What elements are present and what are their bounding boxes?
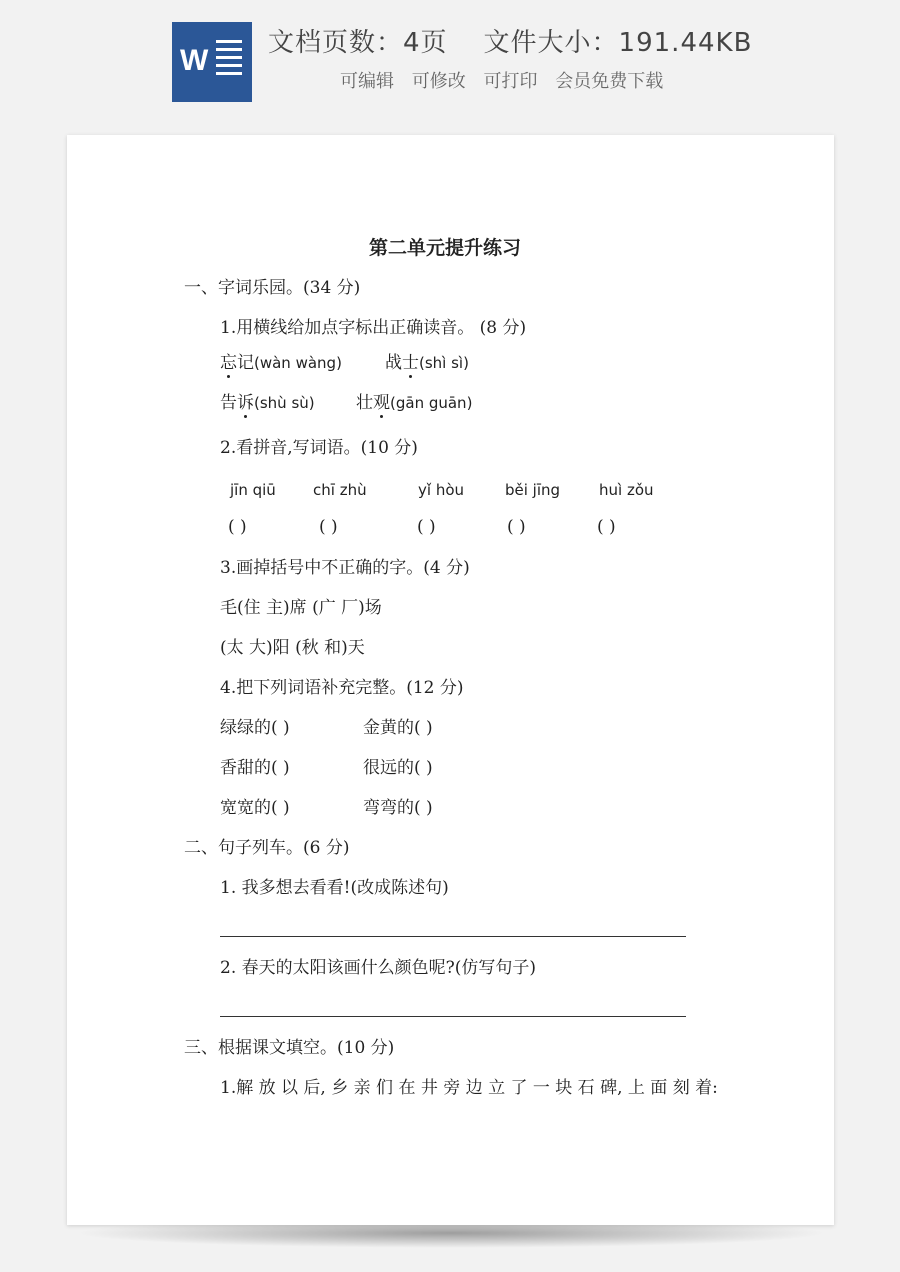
pinyin-4: běi jīng — [505, 481, 561, 499]
q1-item-gaosu — [220, 393, 315, 413]
q1-item-wangji — [220, 353, 342, 373]
section-2-heading: 二、句子列车。(6 分) — [184, 838, 350, 858]
pinyin-1: jīn qiū — [230, 481, 276, 499]
q1-pinyin-3: (shù sù) — [254, 394, 315, 412]
question-3-1: 1.解 放 以 后, 乡 亲 们 在 井 旁 边 立 了 一 块 石 碑, 上 面 刻 着: — [220, 1078, 718, 1098]
question-1-1: 1.用横线给加点字标出正确读音。 (8 分) — [220, 318, 527, 338]
document-page — [67, 135, 834, 1225]
question-2-2: 2. 春天的太阳该画什么颜色呢?(仿写句子) — [220, 958, 537, 978]
q1-word-4: 壮观 — [356, 393, 390, 413]
q4-item-6: 弯弯的( ) — [363, 798, 433, 818]
answer-blank-3[interactable]: ( ) — [417, 517, 436, 537]
file-size: 文件大小：191.44KB — [483, 28, 753, 58]
q1-word-2: 战士 — [385, 353, 419, 373]
question-1-4: 4.把下列词语补充完整。(12 分) — [220, 678, 464, 698]
doc-title: 第二单元提升练习 — [369, 237, 522, 259]
feature-editable: 可编辑 — [340, 71, 394, 92]
q1-pinyin-2: (shì sì) — [419, 354, 469, 372]
pinyin-5: huì zǒu — [599, 481, 654, 499]
feature-list — [340, 67, 675, 93]
word-icon — [172, 22, 252, 102]
section-3-heading: 三、根据课文填空。(10 分) — [184, 1038, 395, 1058]
q1-item-zhuangguan — [356, 393, 472, 413]
question-2-1: 1. 我多想去看看!(改成陈述句) — [220, 878, 449, 898]
answer-blank-1[interactable]: ( ) — [228, 517, 247, 537]
q4-item-1: 绿绿的( ) — [220, 718, 290, 738]
question-1-2: 2.看拼音,写词语。(10 分) — [220, 438, 418, 458]
q1-pinyin-1: (wàn wàng) — [254, 354, 342, 372]
feature-printable: 可打印 — [483, 71, 538, 92]
file-info — [268, 22, 752, 59]
answer-line-1[interactable] — [220, 936, 686, 937]
q3-line-1: 毛(住 主)席 (广 厂)场 — [220, 598, 382, 618]
section-1-heading: 一、字词乐园。(34 分) — [184, 278, 361, 298]
answer-blank-4[interactable]: ( ) — [507, 517, 526, 537]
answer-blank-2[interactable]: ( ) — [319, 517, 338, 537]
answer-line-2[interactable] — [220, 1016, 686, 1017]
q4-item-3: 香甜的( ) — [220, 758, 290, 778]
download-header — [0, 0, 900, 130]
q4-item-5: 宽宽的( ) — [220, 798, 290, 818]
q1-word-3: 告诉 — [220, 393, 254, 413]
q1-item-zhanshi — [385, 353, 469, 373]
q4-item-2: 金黄的( ) — [363, 718, 433, 738]
q1-pinyin-4: (gān guān) — [390, 394, 473, 412]
page-count: 文档页数：4页 — [268, 28, 448, 58]
word-icon-lines — [216, 40, 242, 84]
q1-word-1: 忘记 — [220, 353, 254, 373]
pinyin-3: yǐ hòu — [418, 481, 465, 499]
pinyin-2: chī zhù — [313, 481, 367, 499]
q3-line-2: (太 大)阳 (秋 和)天 — [220, 638, 365, 658]
q4-item-4: 很远的( ) — [363, 758, 433, 778]
feature-modifiable: 可修改 — [411, 71, 466, 92]
word-icon-letter: W — [180, 44, 209, 77]
answer-blank-5[interactable]: ( ) — [597, 517, 616, 537]
feature-free-download: 会员免费下载 — [555, 71, 664, 92]
question-1-3: 3.画掉括号中不正确的字。(4 分) — [220, 558, 470, 578]
